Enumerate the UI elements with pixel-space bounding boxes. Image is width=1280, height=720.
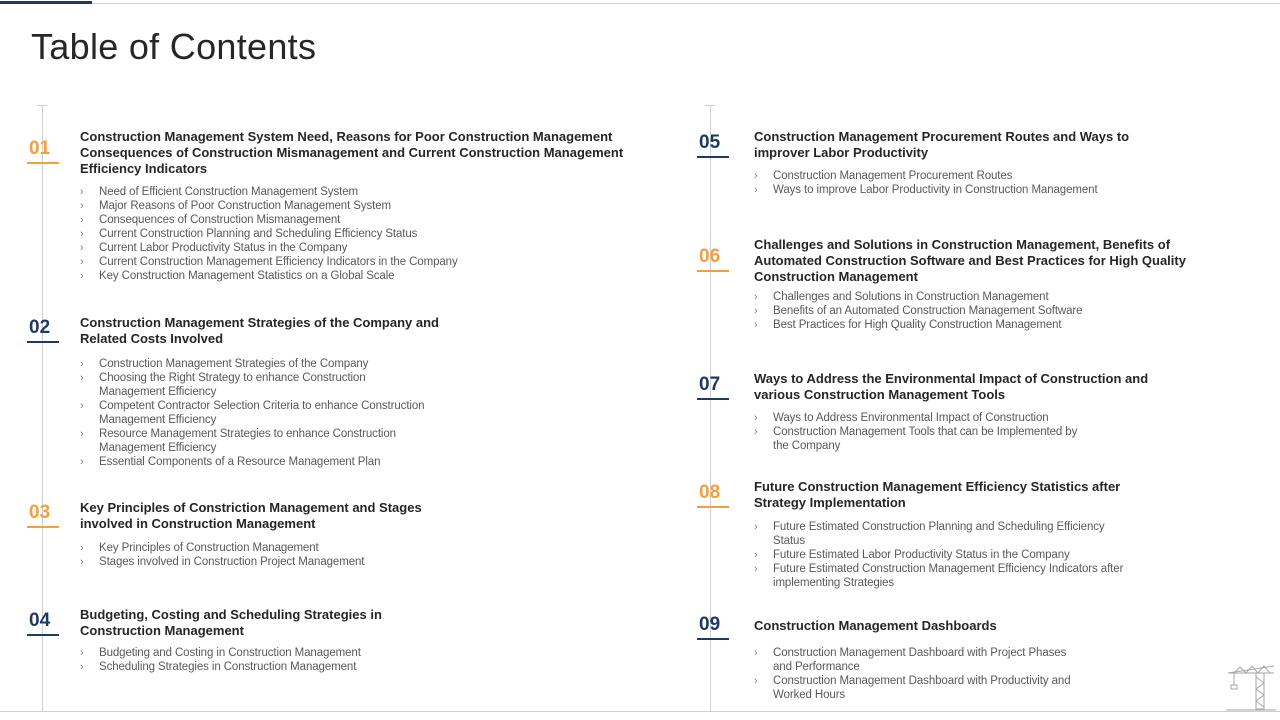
list-item[interactable]: › Best Practices for High Quality Construction Management bbox=[754, 319, 1062, 331]
chevron-right-icon: › bbox=[80, 358, 84, 370]
section-heading[interactable]: Ways to Address the Environmental Impact of Construction and various Construction Management Tools bbox=[754, 371, 1149, 402]
list-item[interactable]: › Current Construction Management Efficiency Indicators in the Company bbox=[80, 256, 458, 268]
section-number: 09 bbox=[699, 614, 731, 640]
list-item[interactable]: › Need of Efficient Construction Management System bbox=[80, 186, 358, 198]
list-item[interactable]: › Key Construction Management Statistics on a Global Scale bbox=[80, 270, 395, 282]
section-heading[interactable]: Construction Management System Need, Reasons for Poor Construction Management Consequences of Construction Mismanagement and Current Construction Management Efficiency Indicators bbox=[80, 129, 624, 176]
list-item[interactable]: › Ways to improve Labor Productivity in Construction Management bbox=[754, 184, 1098, 196]
chevron-right-icon: › bbox=[80, 214, 84, 226]
chevron-right-icon: › bbox=[80, 228, 84, 240]
list-item[interactable]: › Stages involved in Construction Project Management bbox=[80, 556, 365, 568]
chevron-right-icon: › bbox=[754, 426, 758, 438]
chevron-right-icon: › bbox=[80, 456, 84, 468]
section-item-list bbox=[754, 646, 1074, 702]
chevron-right-icon: › bbox=[80, 647, 84, 659]
top-accent-bar bbox=[0, 1, 92, 4]
right-timeline-cap bbox=[705, 105, 715, 106]
left-timeline-cap bbox=[37, 105, 47, 106]
list-item[interactable]: › Construction Management Dashboard with Project Phases and Performance bbox=[754, 647, 1067, 673]
section-item-list bbox=[80, 541, 480, 569]
list-item[interactable]: › Current Labor Productivity Status in the Company bbox=[80, 242, 348, 254]
chevron-right-icon: › bbox=[754, 563, 758, 575]
list-item[interactable]: › Future Estimated Construction Management Efficiency Indicators after implementing Strategies bbox=[754, 563, 1124, 589]
bottom-rule bbox=[0, 711, 1280, 712]
list-item[interactable]: › Competent Contractor Selection Criteria to enhance Construction Management Efficiency bbox=[80, 400, 425, 426]
chevron-right-icon: › bbox=[754, 412, 758, 424]
section-heading[interactable]: Budgeting, Costing and Scheduling Strategies in Construction Management bbox=[80, 607, 382, 638]
list-item[interactable]: › Scheduling Strategies in Construction Management bbox=[80, 661, 357, 673]
chevron-right-icon: › bbox=[80, 186, 84, 198]
chevron-right-icon: › bbox=[80, 256, 84, 268]
chevron-right-icon: › bbox=[754, 305, 758, 317]
list-item[interactable]: › Construction Management Procurement Routes bbox=[754, 170, 1013, 182]
section-heading[interactable]: Construction Management Procurement Routes and Ways to improver Labor Productivity bbox=[754, 129, 1130, 160]
section-item-list bbox=[754, 411, 1094, 453]
chevron-right-icon: › bbox=[754, 647, 758, 659]
list-item[interactable]: › Current Construction Planning and Scheduling Efficiency Status bbox=[80, 228, 418, 240]
section-item-list bbox=[80, 646, 480, 674]
list-item[interactable]: › Challenges and Solutions in Construction Management bbox=[754, 291, 1049, 303]
list-item[interactable]: › Construction Management Dashboard with Productivity and Worked Hours bbox=[754, 675, 1071, 701]
list-item[interactable]: › Ways to Address Environmental Impact of Construction bbox=[754, 412, 1049, 424]
chevron-right-icon: › bbox=[754, 184, 758, 196]
section-heading[interactable]: Challenges and Solutions in Construction Management, Benefits of Automated Construction Software and Best Practices for High Quality Construction Management bbox=[754, 237, 1186, 284]
list-item[interactable]: › Construction Management Strategies of the Company bbox=[80, 358, 369, 370]
list-item[interactable]: › Resource Management Strategies to enhance Construction Management Efficiency bbox=[80, 428, 396, 454]
section-item-list bbox=[80, 357, 430, 469]
chevron-right-icon: › bbox=[80, 542, 84, 554]
list-item[interactable]: › Major Reasons of Poor Construction Management System bbox=[80, 200, 392, 212]
chevron-right-icon: › bbox=[754, 675, 758, 687]
chevron-right-icon: › bbox=[80, 661, 84, 673]
page-title: Table of Contents bbox=[31, 26, 317, 67]
section-heading[interactable]: Future Construction Management Efficiency Statistics after Strategy Implementation bbox=[754, 479, 1121, 510]
section-item-list bbox=[754, 290, 1174, 332]
chevron-right-icon: › bbox=[754, 319, 758, 331]
chevron-right-icon: › bbox=[754, 549, 758, 561]
chevron-right-icon: › bbox=[80, 270, 84, 282]
list-item[interactable]: › Consequences of Construction Mismanagement bbox=[80, 214, 341, 226]
section-item-list bbox=[80, 185, 640, 283]
chevron-right-icon: › bbox=[80, 556, 84, 568]
section-heading[interactable]: Construction Management Dashboards bbox=[754, 618, 997, 633]
section-number: 08 bbox=[699, 482, 731, 508]
section-item-list bbox=[754, 520, 1124, 590]
list-item[interactable]: › Budgeting and Costing in Construction Management bbox=[80, 647, 361, 659]
section-number: 06 bbox=[699, 246, 731, 272]
list-item[interactable]: › Benefits of an Automated Construction Management Software bbox=[754, 305, 1083, 317]
list-item[interactable]: › Essential Components of a Resource Management Plan bbox=[80, 456, 381, 468]
list-item[interactable]: › Future Estimated Labor Productivity Status in the Company bbox=[754, 549, 1070, 561]
section-number: 05 bbox=[699, 132, 731, 158]
chevron-right-icon: › bbox=[80, 242, 84, 254]
list-item[interactable]: › Key Principles of Construction Management bbox=[80, 542, 319, 554]
chevron-right-icon: › bbox=[80, 200, 84, 212]
chevron-right-icon: › bbox=[754, 291, 758, 303]
chevron-right-icon: › bbox=[754, 521, 758, 533]
list-item[interactable]: › Choosing the Right Strategy to enhance Construction Management Efficiency bbox=[80, 372, 366, 398]
section-item-list bbox=[754, 169, 1174, 197]
chevron-right-icon: › bbox=[80, 372, 84, 384]
section-heading[interactable]: Construction Management Strategies of the Company and Related Costs Involved bbox=[80, 315, 439, 346]
chevron-right-icon: › bbox=[754, 170, 758, 182]
chevron-right-icon: › bbox=[80, 400, 84, 412]
section-number: 07 bbox=[699, 374, 731, 400]
section-number: 02 bbox=[29, 317, 61, 343]
section-heading[interactable]: Key Principles of Constriction Management and Stages involved in Construction Management bbox=[80, 500, 422, 531]
section-number: 03 bbox=[29, 502, 61, 528]
section-number: 04 bbox=[29, 610, 61, 636]
section-number: 01 bbox=[29, 138, 61, 164]
chevron-right-icon: › bbox=[80, 428, 84, 440]
list-item[interactable]: › Future Estimated Construction Planning and Scheduling Efficiency Status bbox=[754, 521, 1105, 547]
list-item[interactable]: › Construction Management Tools that can be Implemented by the Company bbox=[754, 426, 1078, 452]
top-rule bbox=[0, 3, 1280, 4]
crane-icon bbox=[1226, 663, 1276, 711]
